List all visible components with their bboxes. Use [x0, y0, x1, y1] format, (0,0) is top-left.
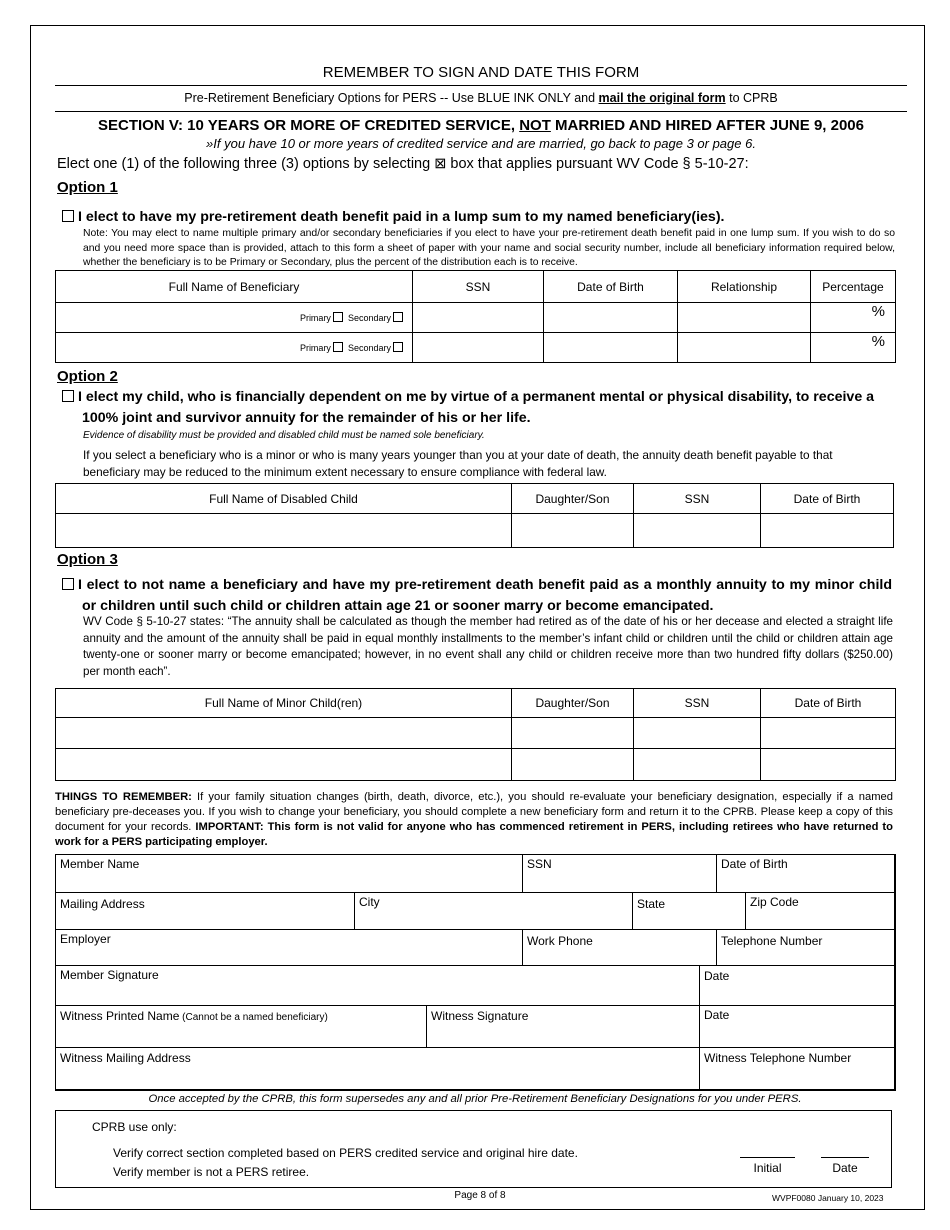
col-child-name: Full Name of Minor Child(ren)	[56, 689, 512, 718]
elect-text-end: box that applies pursuant WV Code § 5-10-27:	[446, 156, 749, 172]
date-label: Date	[704, 969, 730, 983]
important-note: IMPORTANT: This form is not valid for anyone who has commenced retirement in PERS, including retirees who have returned to work for a PERS participating employer.	[55, 821, 893, 848]
child-name-cell[interactable]	[56, 749, 512, 781]
member-signature-field[interactable]	[56, 966, 700, 1006]
dob-cell[interactable]	[544, 303, 678, 333]
col-dob: Date of Birth	[761, 484, 894, 514]
option-3-statement-text: I elect to not name a beneficiary and have my pre-retirement death benefit paid as a monthly annuity to my minor child or children until such child or children attain age 21 or sooner marry or become emancipated.	[78, 577, 892, 614]
table-row	[56, 303, 896, 333]
divider	[55, 111, 907, 112]
subtitle-text-end: to CPRB	[725, 91, 778, 105]
dob-label: Date of Birth	[721, 857, 788, 871]
col-daughter-son: Daughter/Son	[512, 689, 634, 718]
mailing-address-field[interactable]	[56, 893, 355, 930]
dob-cell[interactable]	[544, 333, 678, 363]
child-name-cell[interactable]	[56, 514, 512, 548]
option-3-checkbox[interactable]	[62, 578, 74, 590]
col-child-name: Full Name of Disabled Child	[56, 484, 512, 514]
section-title-not: NOT	[519, 117, 551, 134]
relationship-cell[interactable]	[678, 333, 811, 363]
cprb-verify-2: Verify member is not a PERS retiree.	[113, 1165, 310, 1179]
member-row-4	[55, 965, 896, 1006]
page-number: Page 8 of 8	[454, 1190, 506, 1201]
daughter-son-cell[interactable]	[512, 514, 634, 548]
option-1-label: Option 1	[57, 179, 118, 196]
member-name-field[interactable]	[56, 855, 523, 893]
table-row	[56, 514, 894, 548]
option-1-checkbox[interactable]	[62, 210, 74, 222]
section-title	[55, 117, 907, 134]
cprb-use-box	[55, 1110, 892, 1188]
employer-label: Employer	[60, 932, 111, 946]
col-relationship: Relationship	[678, 271, 811, 303]
beneficiary-table	[55, 270, 896, 363]
remember-label: THINGS TO REMEMBER:	[55, 791, 192, 803]
col-dob: Date of Birth	[761, 689, 896, 718]
work-phone-field[interactable]	[523, 930, 717, 966]
ssn-field[interactable]	[523, 855, 717, 893]
col-percentage: Percentage	[811, 271, 896, 303]
option-1-statement	[62, 207, 725, 228]
witness-name-label: Witness Printed Name	[60, 1009, 180, 1023]
elect-instruction	[57, 156, 749, 172]
member-signature-label: Member Signature	[60, 968, 159, 982]
section-title-pre: SECTION V: 10 YEARS OR MORE OF CREDITED SERVICE,	[98, 117, 520, 134]
col-ssn: SSN	[634, 689, 761, 718]
option-2-label: Option 2	[57, 368, 118, 385]
witness-phone-field[interactable]	[700, 1048, 896, 1091]
ssn-cell[interactable]	[634, 514, 761, 548]
witness-name-field[interactable]	[56, 1006, 427, 1048]
table-row	[56, 749, 896, 781]
secondary-label: Secondary	[347, 343, 391, 353]
option-1-statement-text: I elect to have my pre-retirement death benefit paid in a lump sum to my named beneficiary(ies).	[78, 209, 725, 225]
option-2-evidence: Evidence of disability must be provided and disabled child must be named sole beneficiary.	[83, 430, 485, 441]
option-2-statement-text: I elect my child, who is financially dependent on me by virtue of a permanent mental or physical disability, to receive a 100% joint and survivor annuity for the remainder of his or her life.	[78, 389, 875, 426]
divider	[55, 85, 907, 86]
member-row-5	[55, 1005, 896, 1048]
form-id: WVPF0080 January 10, 2023	[772, 1193, 884, 1203]
option-3-statement	[62, 575, 892, 617]
checked-box-icon: ⊠	[434, 156, 447, 172]
option-2-checkbox[interactable]	[62, 390, 74, 402]
daughter-son-cell[interactable]	[512, 749, 634, 781]
col-daughter-son: Daughter/Son	[512, 484, 634, 514]
witness-address-field[interactable]	[56, 1048, 700, 1091]
witness-date-field[interactable]	[700, 1006, 896, 1048]
table-row	[56, 718, 896, 749]
subtitle-emphasis: mail the original form	[598, 91, 726, 105]
city-field[interactable]	[355, 893, 633, 930]
option-1-note: Note: You may elect to name multiple primary and/or secondary beneficiaries if you elect to have your pre-retirement death benefit paid in one lump sum. If you wish to do so and you need more space than is provided, attach to this form a sheet of paper with your name and social security number, include all beneficiary information required below, whether the beneficiary is to be Primary or Secondary, plus the percent of the distribution each is to receive.	[83, 228, 895, 268]
child-name-cell[interactable]	[56, 718, 512, 749]
witness-phone-label: Witness Telephone Number	[704, 1051, 852, 1065]
col-dob: Date of Birth	[544, 271, 678, 303]
secondary-checkbox[interactable]	[393, 312, 403, 322]
supersede-note: Once accepted by the CPRB, this form supersedes any and all prior Pre-Retirement Beneficiary Designations for you under PERS.	[148, 1093, 802, 1105]
dob-cell[interactable]	[761, 749, 896, 781]
form-subtitle	[55, 91, 907, 105]
witness-address-label: Witness Mailing Address	[60, 1051, 191, 1065]
primary-label: Primary	[299, 313, 331, 323]
primary-checkbox[interactable]	[333, 312, 343, 322]
witness-signature-field[interactable]	[427, 1006, 700, 1048]
option-2-statement	[62, 387, 882, 429]
secondary-checkbox[interactable]	[393, 342, 403, 352]
state-label: State	[637, 897, 666, 911]
option-3-label: Option 3	[57, 551, 118, 568]
state-field[interactable]	[633, 893, 746, 930]
work-phone-label: Work Phone	[527, 934, 593, 948]
telephone-field[interactable]	[717, 930, 896, 966]
employer-field[interactable]	[56, 930, 523, 966]
daughter-son-cell[interactable]	[512, 718, 634, 749]
witness-name-note: (Cannot be a named beneficiary)	[179, 1012, 328, 1023]
member-row-6	[55, 1047, 896, 1091]
witness-signature-label: Witness Signature	[431, 1009, 529, 1023]
initial-field[interactable]: Initial	[740, 1157, 795, 1175]
dob-field[interactable]	[717, 855, 896, 893]
beneficiary-name-cell[interactable]	[56, 333, 413, 363]
mailing-address-label: Mailing Address	[60, 897, 145, 911]
member-row-1	[55, 854, 896, 893]
disabled-child-table	[55, 483, 894, 548]
dob-cell[interactable]	[761, 718, 896, 749]
beneficiary-name-cell[interactable]	[56, 303, 413, 333]
member-row-2	[55, 892, 896, 930]
primary-label: Primary	[299, 343, 331, 353]
things-to-remember	[55, 790, 893, 850]
elect-text: Elect one (1) of the following three (3) options by selecting	[57, 156, 435, 172]
section-title-post: MARRIED AND HIRED AFTER JUNE 9, 2006	[550, 117, 864, 134]
zip-field[interactable]	[746, 893, 896, 930]
minor-children-table	[55, 688, 896, 781]
date-label: Date	[704, 1008, 730, 1022]
member-row-3	[55, 929, 896, 966]
option-2-minor-note: If you select a beneficiary who is a minor or who is many years younger than you at your date of death, the annuity death benefit payable to that beneficiary may be reduced to the minimum extent necessary to ensure compliance with federal law.	[83, 448, 833, 479]
secondary-label: Secondary	[347, 313, 391, 323]
col-ssn: SSN	[634, 484, 761, 514]
city-label: City	[359, 895, 380, 909]
cprb-verify-1: Verify correct section completed based on PERS credited service and original hire date.	[113, 1146, 578, 1160]
table-row	[56, 333, 896, 363]
ssn-cell[interactable]	[634, 749, 761, 781]
ssn-cell[interactable]	[413, 303, 544, 333]
married-note: »If you have 10 or more years of credited service and are married, go back to page 3 or page 6.	[206, 136, 756, 151]
ssn-cell[interactable]	[634, 718, 761, 749]
cprb-date-field[interactable]: Date	[821, 1157, 869, 1175]
relationship-cell[interactable]	[678, 303, 811, 333]
percentage-cell[interactable]: %	[811, 303, 896, 333]
reminder-heading: REMEMBER TO SIGN AND DATE THIS FORM	[322, 64, 640, 81]
option-3-code: WV Code § 5-10-27 states: “The annuity shall be calculated as though the member had retired as of the date of his or her decease and elected a straight life annuity and the amount of the annuity shall be paid in equal monthly installments to the member’s infant child or children until the child or children attain age twenty-one or sooner marry or become emancipated; however, in no event shall any child or children receive more than two hundred fifty dollars ($250.00) per month each”.	[83, 615, 893, 678]
percentage-cell[interactable]: %	[811, 333, 896, 363]
ssn-cell[interactable]	[413, 333, 544, 363]
cprb-title: CPRB use only:	[92, 1120, 177, 1134]
dob-cell[interactable]	[761, 514, 894, 548]
member-name-label: Member Name	[60, 857, 140, 871]
remember-text: If your family situation changes (birth, death, divorce, etc.), you should re-evaluate your beneficiary designation, especially if a named beneficiary pre-deceases you. If you wish to change your beneficiary, you should complete a new beneficiary form and return it to the CPRB. Please keep a copy of this document for your records.	[55, 791, 893, 833]
col-ssn: SSN	[413, 271, 544, 303]
col-full-name: Full Name of Beneficiary	[56, 271, 413, 303]
subtitle-text: Pre-Retirement Beneficiary Options for PERS -- Use BLUE INK ONLY and	[184, 91, 599, 105]
ssn-label: SSN	[527, 857, 552, 871]
signature-date-field[interactable]	[700, 966, 896, 1006]
zip-label: Zip Code	[750, 895, 799, 909]
primary-checkbox[interactable]	[333, 342, 343, 352]
telephone-label: Telephone Number	[721, 934, 823, 948]
